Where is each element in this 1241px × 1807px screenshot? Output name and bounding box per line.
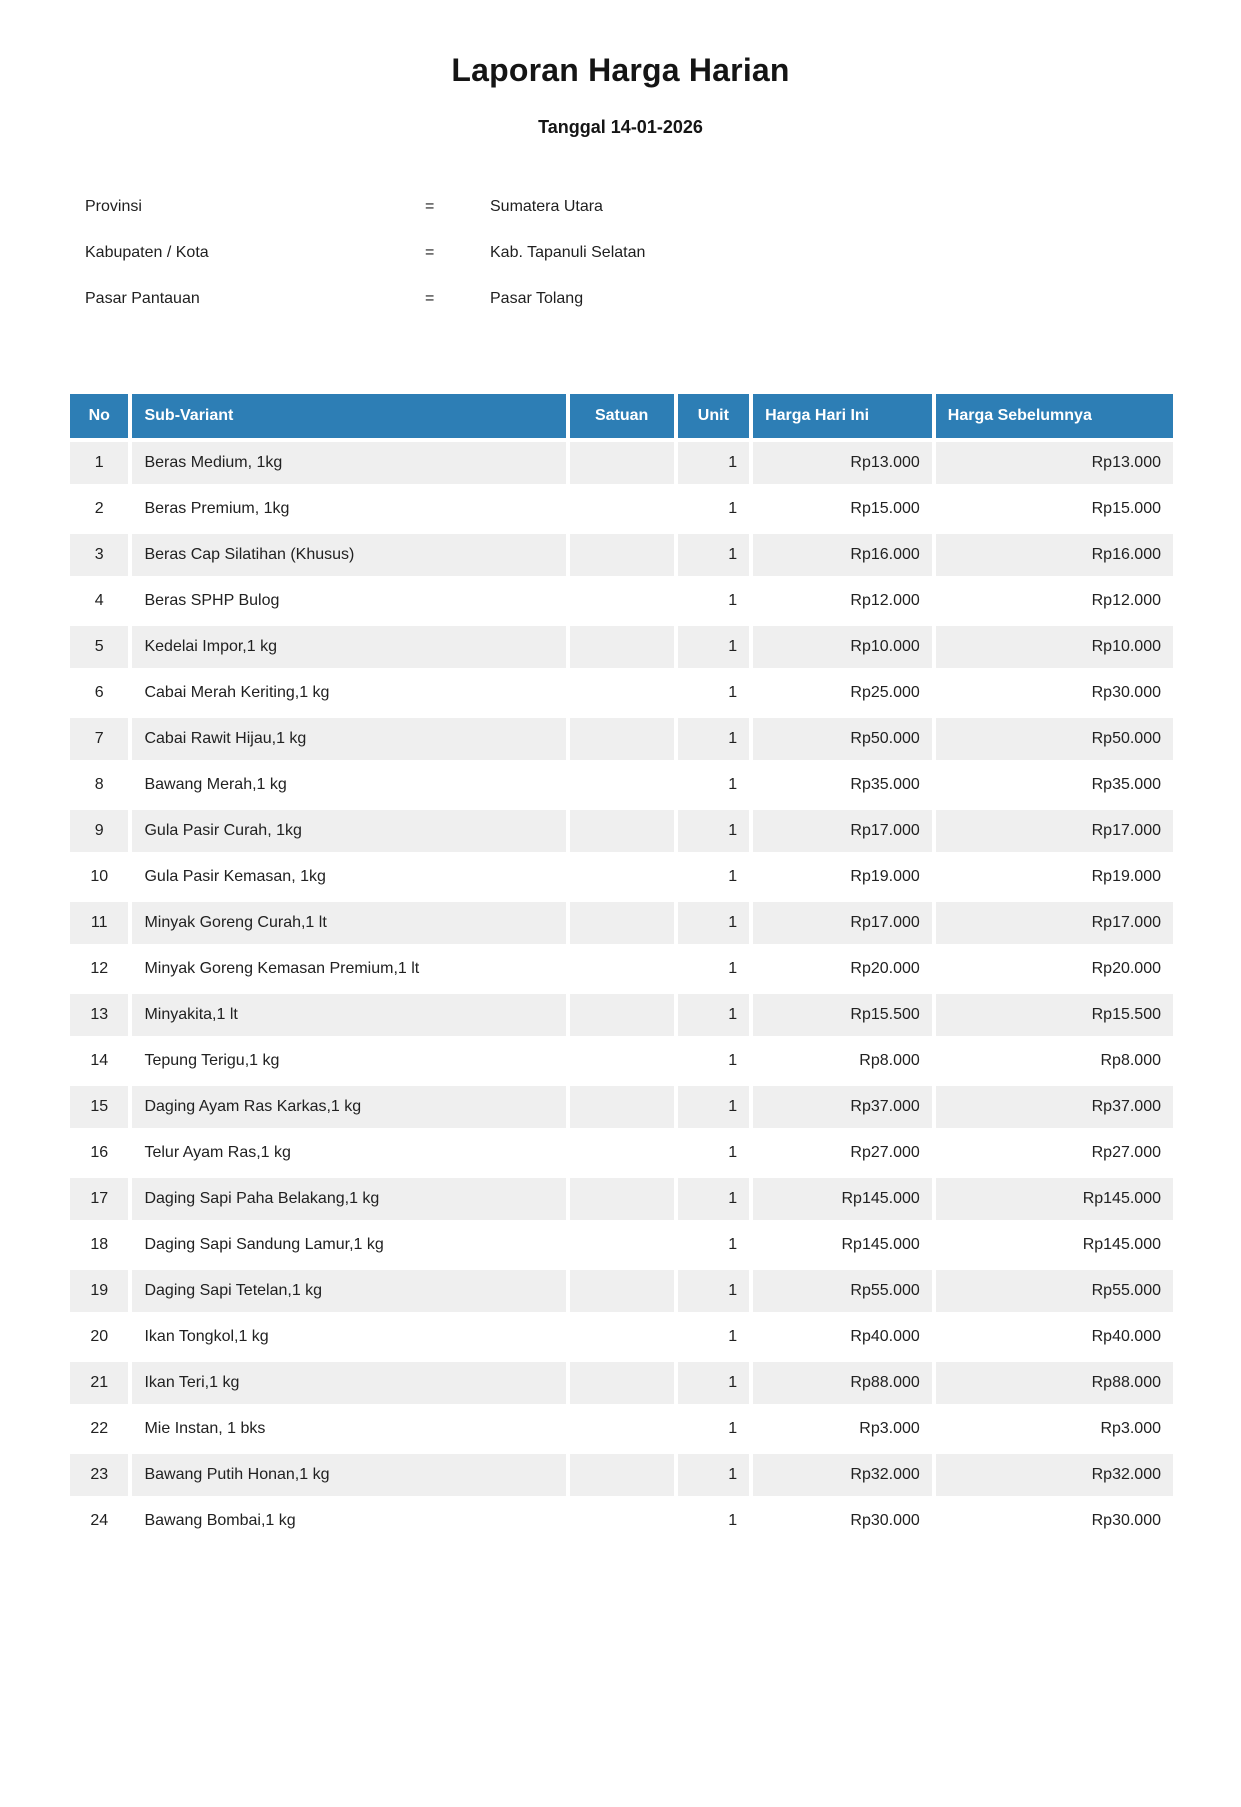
cell-unit: 1	[678, 580, 749, 622]
cell-harga-sebelumnya: Rp30.000	[936, 672, 1173, 714]
meta-value-kabupaten: Kab. Tapanuli Selatan	[490, 244, 646, 261]
cell-unit: 1	[678, 1132, 749, 1174]
cell-harga-sebelumnya: Rp12.000	[936, 580, 1173, 622]
cell-harga-hari-ini: Rp50.000	[753, 718, 932, 760]
cell-satuan	[570, 1178, 674, 1220]
cell-harga-sebelumnya: Rp17.000	[936, 902, 1173, 944]
cell-unit: 1	[678, 1270, 749, 1312]
table-row	[70, 672, 1173, 714]
cell-harga-sebelumnya: Rp35.000	[936, 764, 1173, 806]
cell-sub-variant: Beras SPHP Bulog	[132, 580, 565, 622]
cell-harga-sebelumnya: Rp10.000	[936, 626, 1173, 668]
cell-harga-hari-ini: Rp12.000	[753, 580, 932, 622]
cell-satuan	[570, 1362, 674, 1404]
cell-satuan	[570, 1132, 674, 1174]
table-row	[70, 1362, 1173, 1404]
cell-harga-sebelumnya: Rp19.000	[936, 856, 1173, 898]
cell-unit: 1	[678, 764, 749, 806]
cell-satuan	[570, 1316, 674, 1358]
cell-no: 15	[70, 1086, 128, 1128]
cell-no: 11	[70, 902, 128, 944]
cell-sub-variant: Beras Medium, 1kg	[132, 442, 565, 484]
cell-unit: 1	[678, 1086, 749, 1128]
meta-section	[0, 198, 1241, 336]
cell-sub-variant: Daging Ayam Ras Karkas,1 kg	[132, 1086, 565, 1128]
cell-harga-hari-ini: Rp88.000	[753, 1362, 932, 1404]
meta-row-kabupaten	[85, 244, 1156, 290]
cell-no: 16	[70, 1132, 128, 1174]
cell-harga-hari-ini: Rp15.500	[753, 994, 932, 1036]
table-row	[70, 1454, 1173, 1496]
cell-unit: 1	[678, 1224, 749, 1266]
cell-satuan	[570, 672, 674, 714]
cell-no: 24	[70, 1500, 128, 1542]
cell-satuan	[570, 488, 674, 530]
cell-no: 2	[70, 488, 128, 530]
cell-unit: 1	[678, 994, 749, 1036]
cell-harga-hari-ini: Rp145.000	[753, 1224, 932, 1266]
table-row	[70, 1132, 1173, 1174]
cell-unit: 1	[678, 534, 749, 576]
price-table	[66, 390, 1177, 1546]
table-row	[70, 810, 1173, 852]
cell-satuan	[570, 718, 674, 760]
cell-unit: 1	[678, 488, 749, 530]
cell-harga-hari-ini: Rp3.000	[753, 1408, 932, 1450]
cell-harga-hari-ini: Rp10.000	[753, 626, 932, 668]
cell-harga-hari-ini: Rp19.000	[753, 856, 932, 898]
cell-sub-variant: Daging Sapi Tetelan,1 kg	[132, 1270, 565, 1312]
cell-no: 22	[70, 1408, 128, 1450]
cell-no: 20	[70, 1316, 128, 1358]
table-header-row	[70, 394, 1173, 438]
cell-no: 8	[70, 764, 128, 806]
cell-sub-variant: Minyak Goreng Kemasan Premium,1 lt	[132, 948, 565, 990]
cell-sub-variant: Minyak Goreng Curah,1 lt	[132, 902, 565, 944]
cell-satuan	[570, 534, 674, 576]
cell-unit: 1	[678, 1454, 749, 1496]
cell-harga-sebelumnya: Rp32.000	[936, 1454, 1173, 1496]
cell-unit: 1	[678, 442, 749, 484]
column-header-harga-sebelumnya: Harga Sebelumnya	[936, 394, 1173, 438]
cell-no: 12	[70, 948, 128, 990]
meta-equals: =	[425, 244, 435, 261]
report-page	[0, 52, 1241, 1807]
cell-unit: 1	[678, 810, 749, 852]
table-row	[70, 626, 1173, 668]
cell-satuan	[570, 948, 674, 990]
table-row	[70, 764, 1173, 806]
cell-unit: 1	[678, 718, 749, 760]
table-row	[70, 948, 1173, 990]
cell-unit: 1	[678, 1178, 749, 1220]
cell-harga-sebelumnya: Rp37.000	[936, 1086, 1173, 1128]
cell-no: 3	[70, 534, 128, 576]
cell-unit: 1	[678, 1500, 749, 1542]
meta-equals: =	[425, 198, 435, 215]
cell-harga-sebelumnya: Rp20.000	[936, 948, 1173, 990]
cell-no: 14	[70, 1040, 128, 1082]
cell-sub-variant: Telur Ayam Ras,1 kg	[132, 1132, 565, 1174]
cell-no: 5	[70, 626, 128, 668]
cell-no: 23	[70, 1454, 128, 1496]
cell-harga-hari-ini: Rp32.000	[753, 1454, 932, 1496]
cell-sub-variant: Daging Sapi Sandung Lamur,1 kg	[132, 1224, 565, 1266]
cell-harga-hari-ini: Rp145.000	[753, 1178, 932, 1220]
meta-label-kabupaten: Kabupaten / Kota	[85, 244, 209, 261]
table-row	[70, 1040, 1173, 1082]
cell-harga-sebelumnya: Rp55.000	[936, 1270, 1173, 1312]
cell-harga-sebelumnya: Rp3.000	[936, 1408, 1173, 1450]
cell-sub-variant: Bawang Bombai,1 kg	[132, 1500, 565, 1542]
table-row	[70, 534, 1173, 576]
cell-harga-hari-ini: Rp8.000	[753, 1040, 932, 1082]
meta-label-pasar: Pasar Pantauan	[85, 290, 200, 307]
cell-harga-sebelumnya: Rp50.000	[936, 718, 1173, 760]
cell-harga-sebelumnya: Rp40.000	[936, 1316, 1173, 1358]
cell-satuan	[570, 1500, 674, 1542]
cell-harga-hari-ini: Rp17.000	[753, 902, 932, 944]
cell-no: 7	[70, 718, 128, 760]
cell-sub-variant: Ikan Tongkol,1 kg	[132, 1316, 565, 1358]
cell-harga-sebelumnya: Rp8.000	[936, 1040, 1173, 1082]
cell-sub-variant: Gula Pasir Curah, 1kg	[132, 810, 565, 852]
column-header-harga-hari-ini: Harga Hari Ini	[753, 394, 932, 438]
cell-harga-hari-ini: Rp30.000	[753, 1500, 932, 1542]
cell-no: 4	[70, 580, 128, 622]
table-row	[70, 994, 1173, 1036]
cell-harga-hari-ini: Rp13.000	[753, 442, 932, 484]
cell-sub-variant: Ikan Teri,1 kg	[132, 1362, 565, 1404]
cell-harga-hari-ini: Rp20.000	[753, 948, 932, 990]
cell-sub-variant: Kedelai Impor,1 kg	[132, 626, 565, 668]
cell-no: 6	[70, 672, 128, 714]
cell-satuan	[570, 442, 674, 484]
cell-harga-sebelumnya: Rp145.000	[936, 1178, 1173, 1220]
cell-satuan	[570, 1086, 674, 1128]
page-title: Laporan Harga Harian	[451, 52, 790, 88]
table-row	[70, 856, 1173, 898]
cell-sub-variant: Bawang Merah,1 kg	[132, 764, 565, 806]
cell-harga-hari-ini: Rp25.000	[753, 672, 932, 714]
cell-sub-variant: Beras Premium, 1kg	[132, 488, 565, 530]
cell-unit: 1	[678, 902, 749, 944]
cell-satuan	[570, 764, 674, 806]
cell-satuan	[570, 810, 674, 852]
cell-harga-hari-ini: Rp17.000	[753, 810, 932, 852]
cell-no: 9	[70, 810, 128, 852]
cell-satuan	[570, 856, 674, 898]
cell-satuan	[570, 1270, 674, 1312]
cell-unit: 1	[678, 1316, 749, 1358]
cell-unit: 1	[678, 672, 749, 714]
cell-harga-hari-ini: Rp40.000	[753, 1316, 932, 1358]
cell-unit: 1	[678, 1362, 749, 1404]
cell-satuan	[570, 626, 674, 668]
cell-harga-sebelumnya: Rp27.000	[936, 1132, 1173, 1174]
cell-sub-variant: Bawang Putih Honan,1 kg	[132, 1454, 565, 1496]
cell-no: 1	[70, 442, 128, 484]
meta-row-provinsi	[85, 198, 1156, 244]
table-row	[70, 1086, 1173, 1128]
table-row	[70, 1270, 1173, 1312]
meta-equals: =	[425, 290, 435, 307]
cell-no: 10	[70, 856, 128, 898]
cell-satuan	[570, 580, 674, 622]
cell-sub-variant: Tepung Terigu,1 kg	[132, 1040, 565, 1082]
cell-sub-variant: Gula Pasir Kemasan, 1kg	[132, 856, 565, 898]
column-header-sub-variant: Sub-Variant	[132, 394, 565, 438]
cell-satuan	[570, 1454, 674, 1496]
meta-row-pasar	[85, 290, 1156, 336]
cell-sub-variant: Daging Sapi Paha Belakang,1 kg	[132, 1178, 565, 1220]
cell-harga-sebelumnya: Rp13.000	[936, 442, 1173, 484]
table-row	[70, 488, 1173, 530]
cell-sub-variant: Minyakita,1 lt	[132, 994, 565, 1036]
cell-satuan	[570, 1408, 674, 1450]
meta-value-pasar: Pasar Tolang	[490, 290, 584, 307]
cell-harga-hari-ini: Rp15.000	[753, 488, 932, 530]
cell-sub-variant: Mie Instan, 1 bks	[132, 1408, 565, 1450]
table-row	[70, 718, 1173, 760]
cell-harga-sebelumnya: Rp88.000	[936, 1362, 1173, 1404]
table-row	[70, 1408, 1173, 1450]
cell-harga-sebelumnya: Rp15.500	[936, 994, 1173, 1036]
cell-harga-hari-ini: Rp16.000	[753, 534, 932, 576]
cell-satuan	[570, 902, 674, 944]
column-header-satuan: Satuan	[570, 394, 674, 438]
table-section	[0, 390, 1241, 1546]
cell-harga-hari-ini: Rp35.000	[753, 764, 932, 806]
cell-sub-variant: Beras Cap Silatihan (Khusus)	[132, 534, 565, 576]
table-row	[70, 1224, 1173, 1266]
table-row	[70, 1500, 1173, 1542]
cell-no: 17	[70, 1178, 128, 1220]
meta-label-provinsi: Provinsi	[85, 198, 142, 215]
meta-value-provinsi: Sumatera Utara	[490, 198, 603, 215]
table-body	[70, 442, 1173, 1542]
cell-no: 21	[70, 1362, 128, 1404]
cell-harga-sebelumnya: Rp16.000	[936, 534, 1173, 576]
cell-harga-sebelumnya: Rp15.000	[936, 488, 1173, 530]
table-row	[70, 902, 1173, 944]
cell-harga-hari-ini: Rp27.000	[753, 1132, 932, 1174]
table-row	[70, 442, 1173, 484]
cell-harga-hari-ini: Rp37.000	[753, 1086, 932, 1128]
report-date: Tanggal 14-01-2026	[538, 117, 703, 137]
cell-unit: 1	[678, 1040, 749, 1082]
column-header-no: No	[70, 394, 128, 438]
cell-sub-variant: Cabai Merah Keriting,1 kg	[132, 672, 565, 714]
cell-no: 19	[70, 1270, 128, 1312]
cell-harga-sebelumnya: Rp30.000	[936, 1500, 1173, 1542]
table-row	[70, 1316, 1173, 1358]
table-row	[70, 1178, 1173, 1220]
column-header-unit: Unit	[678, 394, 749, 438]
cell-no: 18	[70, 1224, 128, 1266]
cell-no: 13	[70, 994, 128, 1036]
cell-unit: 1	[678, 1408, 749, 1450]
cell-satuan	[570, 994, 674, 1036]
cell-sub-variant: Cabai Rawit Hijau,1 kg	[132, 718, 565, 760]
cell-satuan	[570, 1224, 674, 1266]
table-row	[70, 580, 1173, 622]
cell-harga-hari-ini: Rp55.000	[753, 1270, 932, 1312]
cell-unit: 1	[678, 626, 749, 668]
cell-satuan	[570, 1040, 674, 1082]
cell-harga-sebelumnya: Rp145.000	[936, 1224, 1173, 1266]
cell-unit: 1	[678, 856, 749, 898]
cell-harga-sebelumnya: Rp17.000	[936, 810, 1173, 852]
cell-unit: 1	[678, 948, 749, 990]
